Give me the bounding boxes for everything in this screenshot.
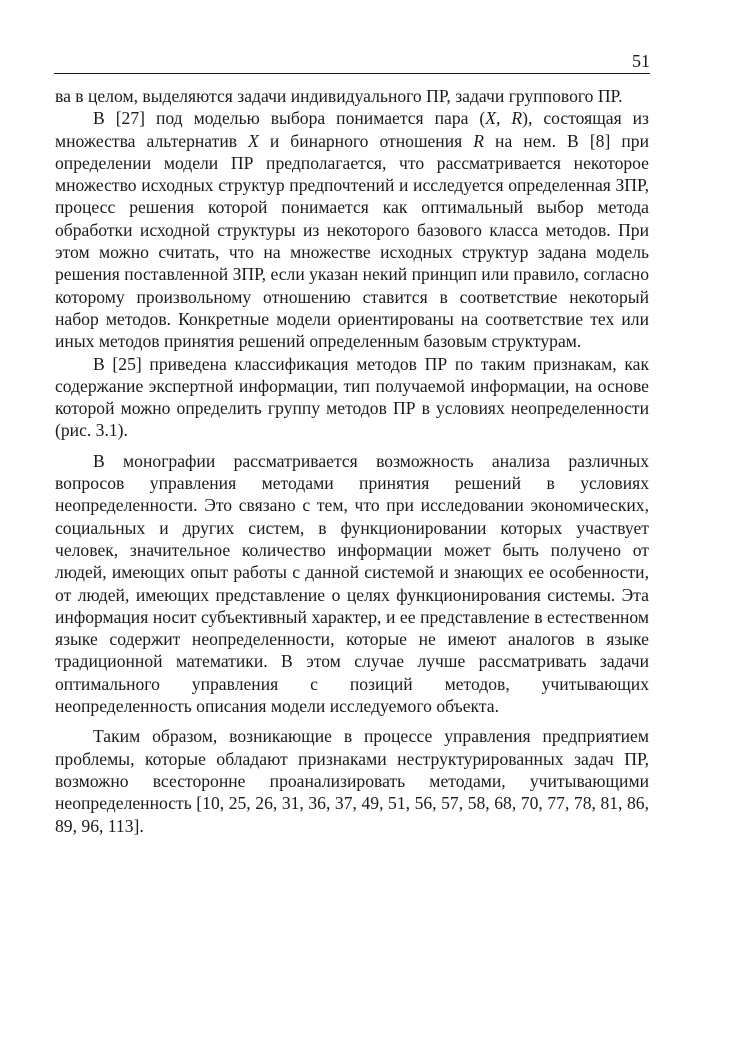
body-text xyxy=(55,85,649,837)
paragraph-classification: В [25] приведена классификация методов ПР по таким признакам, как содержание экспертной информации, тип получаемой информации, на основе которой можно определить группу методов ПР в условиях неопределенности (рис. 3.1). xyxy=(55,353,649,441)
italic-variable: R xyxy=(473,130,485,151)
text-run: на нем. В [8] при определении модели ПР предполагается, что рассматривается некоторое множество исходных структур предпочтений и исследуется определенная ЗПР, процесс решения которой понимается как оптимальный выбор метода обработки исходной структуры из некоторого базового класса методов. При этом можно считать, что на множестве исходных структур задана модель решения поставленной ЗПР, если указан некий принцип или правило, согласно которому произвольному отношению ставится в соответствие некоторый набор методов. Конкретные модели ориентированы на соответствие тех или иных методов принятия решений определенным базовым структурам. xyxy=(55,130,649,352)
text-run: и бинарного отношения xyxy=(258,130,474,151)
text-run: ), состоящая из множества альтернатив xyxy=(55,108,650,151)
paragraph-choice-model xyxy=(55,107,649,352)
header-rule xyxy=(54,73,650,74)
page-number: 51 xyxy=(632,51,650,71)
italic-variable: R xyxy=(511,108,523,129)
text-run: , xyxy=(496,108,512,129)
italic-variable: X xyxy=(485,108,497,129)
paragraph-conclusion: Таким образом, возникающие в процессе управления предприятием проблемы, которые обладают признаками неструктурированных задач ПР, возможно всесторонне проанализировать методами, учитывающими неопределенность [10, 25, 26, 31, 36, 37, 49, 51, 56, 57, 58, 68, 70, 77, 78, 81, 86, 89, 96, 113]. xyxy=(55,726,649,836)
paragraph-continuation: ва в целом, выделяются задачи индивидуального ПР, задачи группового ПР. xyxy=(55,86,623,106)
text-run: В [27] под моделью выбора понимается пара ( xyxy=(93,108,486,129)
paragraph-monograph: В монографии рассматривается возможность анализа различных вопросов управления методами принятия решений в условиях неопределенности. Это связано с тем, что при исследовании экономических, социальных и других систем, в функционировании которых участвует человек, значительное количество информации может быть получено от людей, имеющих опыт работы с данной системой и знающих ее особенности, от людей, имеющих представление о целях функционирования системы. Эта информация носит субъективный характер, и ее представление в естественном языке содержит неопределенности, которые не имеют аналогов в языке традиционной математики. В этом случае лучше рассматривать задачи оптимального управления с позиций методов, учитывающих неопределенность описания модели исследуемого объекта. xyxy=(55,450,649,717)
italic-variable: X xyxy=(248,130,259,151)
